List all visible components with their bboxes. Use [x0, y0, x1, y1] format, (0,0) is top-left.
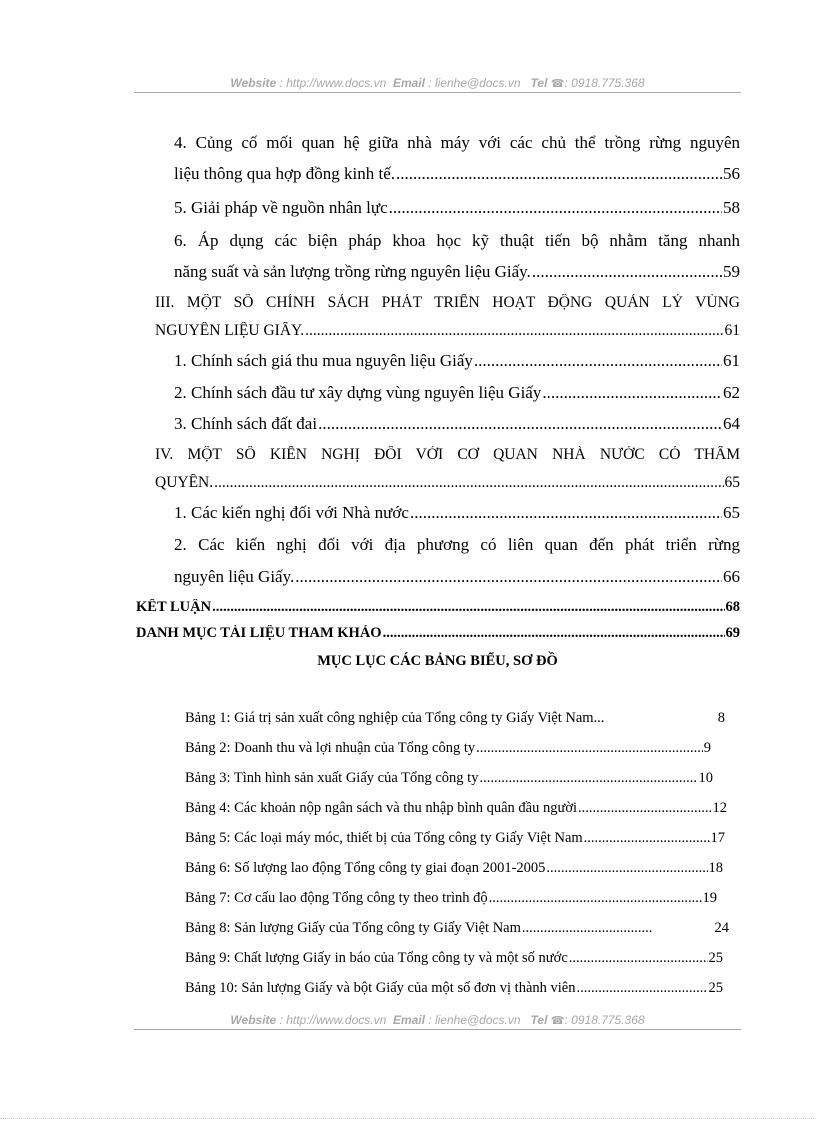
- toc-item-5-page: 58: [723, 198, 740, 217]
- leader-dots: [532, 262, 722, 282]
- leader-dots: [214, 474, 723, 492]
- toc-section-4-line1: IV. MỘT SỐ KIẾN NGHỊ ĐỐI VỚI CƠ QUAN NHÀ NƯỚC CÓ THẨM: [155, 446, 740, 463]
- table-entry-1-text: Bảng 1: Giá trị sản xuất công nghiệp của Tổng công ty Giấy Việt Nam...: [185, 710, 605, 726]
- toc-section-3-item-2-text: 2. Chính sách đầu tư xây dựng vùng nguyên liệu Giấy: [174, 383, 542, 402]
- leader-dots: [522, 920, 652, 937]
- toc-section-4-item-2-line1: 2. Các kiến nghị đối với địa phương có liên quan đến phát triển rừng: [174, 535, 740, 554]
- leader-dots: [476, 740, 703, 757]
- table-entry-2[interactable]: [185, 740, 711, 757]
- table-entry-2-text: Bảng 2: Doanh thu và lợi nhuận của Tổng công ty: [185, 740, 476, 756]
- toc-item-6-line1: 6. Áp dụng các biện pháp khoa học kỹ thuật tiến bộ nhằm tăng nhanh: [174, 231, 740, 250]
- table-entry-8[interactable]: [185, 920, 729, 937]
- footer-website-label: Website: [230, 1013, 277, 1027]
- toc-section-4-item-2-line2[interactable]: [174, 567, 740, 587]
- table-entry-10-page: 25: [708, 980, 723, 996]
- header-website-label: Website: [230, 76, 277, 90]
- toc-item-5-text: 5. Giải pháp về nguồn nhân lực: [174, 198, 388, 217]
- header-tel-label: Tel: [530, 76, 548, 90]
- page-header: [134, 76, 741, 93]
- table-entry-8-page: 24: [714, 920, 729, 936]
- leader-dots: [569, 950, 708, 967]
- toc-section-4-page: 65: [724, 474, 740, 491]
- phone-icon: ☎: [550, 78, 565, 90]
- table-entry-4[interactable]: [185, 800, 727, 817]
- footer-tel-label: Tel: [530, 1013, 548, 1027]
- table-entry-7[interactable]: [185, 890, 717, 907]
- toc-item-4-page: 56: [723, 164, 740, 183]
- header-tel-value: : 0918.775.368: [564, 76, 645, 90]
- toc-section-4-line2[interactable]: [155, 474, 740, 492]
- table-entry-1[interactable]: [185, 710, 725, 727]
- toc-section-3-text: NGUYÊN LIỆU GIẤY.: [155, 322, 305, 339]
- footer-email-label: Email: [392, 1013, 425, 1027]
- toc-conclusion-text: KẾT LUẬN: [136, 599, 212, 615]
- table-entry-2-page: 9: [703, 740, 711, 756]
- leader-dots: [546, 860, 707, 877]
- leader-dots: [318, 414, 722, 434]
- footer-email-link[interactable]: : lienhe@docs.vn: [428, 1013, 521, 1027]
- table-entry-7-page: 19: [702, 890, 717, 906]
- leader-dots: [396, 164, 722, 184]
- toc-item-4-line2[interactable]: [174, 164, 740, 184]
- phone-icon: ☎: [550, 1015, 565, 1027]
- header-email-label: Email: [392, 76, 425, 90]
- leader-dots: [576, 980, 707, 997]
- table-entry-3[interactable]: [185, 770, 713, 787]
- toc-references-page: 69: [725, 625, 740, 641]
- table-entry-4-page: 12: [712, 800, 727, 816]
- table-entry-1-page: 8: [717, 710, 725, 726]
- toc-section-3-item-3-text: 3. Chính sách đất đai: [174, 414, 318, 433]
- toc-section-3-page: 61: [724, 322, 740, 339]
- leader-dots: [389, 198, 722, 218]
- toc-section-4-item-1[interactable]: [174, 503, 740, 523]
- footer-tel-value: : 0918.775.368: [564, 1013, 645, 1027]
- leader-dots: [305, 322, 723, 340]
- toc-section-3-item-2-page: 62: [723, 383, 740, 402]
- leader-dots: [212, 599, 724, 616]
- toc-conclusion[interactable]: [136, 599, 740, 616]
- toc-section-3-item-3[interactable]: [174, 414, 740, 434]
- table-entry-10-text: Bảng 10: Sản lượng Giấy và bột Giấy của một số đơn vị thành viên: [185, 980, 576, 996]
- page-bottom-divider: [0, 1118, 816, 1119]
- table-entry-6-page: 18: [708, 860, 723, 876]
- toc-section-4-item-2-page: 66: [723, 567, 740, 586]
- table-entry-5-text: Bảng 5: Các loại máy móc, thiết bị của Tổng công ty Giấy Việt Nam: [185, 830, 583, 846]
- table-entry-9-page: 25: [708, 950, 723, 966]
- toc-item-4-text: liệu thông qua hợp đồng kinh tế.: [174, 164, 395, 183]
- leader-dots: [584, 830, 710, 847]
- toc-section-3-item-1-page: 61: [723, 351, 740, 370]
- leader-dots: [489, 890, 702, 907]
- table-entry-6-text: Bảng 6: Số lượng lao động Tổng công ty giai đoạn 2001-2005: [185, 860, 546, 876]
- table-entry-7-text: Bảng 7: Cơ cấu lao động Tổng công ty theo trình độ: [185, 890, 488, 906]
- toc-references-text: DANH MỤC TÀI LIỆU THAM KHẢO: [136, 625, 382, 641]
- table-entry-10[interactable]: [185, 980, 723, 997]
- table-entry-6[interactable]: [185, 860, 723, 877]
- leader-dots: [410, 503, 722, 523]
- toc-section-3-line2[interactable]: [155, 322, 740, 340]
- leader-dots: [383, 625, 725, 642]
- toc-item-5[interactable]: [174, 198, 740, 218]
- toc-item-6-page: 59: [723, 262, 740, 281]
- table-entry-8-text: Bảng 8: Sản lượng Giấy của Tổng công ty Giấy Việt Nam: [185, 920, 521, 936]
- leader-dots: [578, 800, 711, 817]
- footer-website-link[interactable]: : http://www.docs.vn: [279, 1013, 387, 1027]
- toc-section-3-item-2[interactable]: [174, 383, 740, 403]
- header-email-link[interactable]: : lienhe@docs.vn: [428, 76, 521, 90]
- toc-item-6-line2[interactable]: [174, 262, 740, 282]
- leader-dots: [474, 351, 722, 371]
- toc-section-3-line1: III. MỘT SỐ CHÍNH SÁCH PHÁT TRIỂN HOẠT ĐỘNG QUẢN LÝ VÙNG: [155, 294, 740, 311]
- toc-section-3-item-1[interactable]: [174, 351, 740, 371]
- toc-section-4-text: QUYỀN.: [155, 474, 214, 491]
- table-entry-5[interactable]: [185, 830, 725, 847]
- table-entry-4-text: Bảng 4: Các khoản nộp ngân sách và thu nhập bình quân đầu người: [185, 800, 578, 816]
- leader-dots: [479, 770, 697, 787]
- tables-list-title: MỤC LỤC CÁC BẢNG BIỂU, SƠ ĐỒ: [317, 653, 558, 669]
- toc-section-3-item-3-page: 64: [723, 414, 740, 433]
- leader-dots: [542, 383, 722, 403]
- toc-section-4-item-1-text: 1. Các kiến nghị đối với Nhà nước: [174, 503, 409, 522]
- toc-section-4-item-1-page: 65: [723, 503, 740, 522]
- toc-section-4-item-2-text: nguyên liệu Giấy.: [174, 567, 295, 586]
- toc-references[interactable]: [136, 625, 740, 642]
- page-footer: [134, 1013, 741, 1030]
- toc-item-4-line1: 4. Củng cố mối quan hệ giữa nhà máy với các chủ thể trồng rừng nguyên: [174, 133, 740, 152]
- toc-item-6-text: năng suất và sản lượng trồng rừng nguyên liệu Giấy.: [174, 262, 531, 281]
- table-entry-9-text: Bảng 9: Chất lượng Giấy in báo của Tổng công ty và một số nước: [185, 950, 568, 966]
- table-entry-9[interactable]: [185, 950, 723, 967]
- toc-conclusion-page: 68: [725, 599, 740, 615]
- leader-dots: [295, 567, 722, 587]
- toc-section-3-item-1-text: 1. Chính sách giá thu mua nguyên liệu Giấy: [174, 351, 473, 370]
- table-entry-3-text: Bảng 3: Tình hình sản xuất Giấy của Tổng công ty: [185, 770, 479, 786]
- table-entry-5-page: 17: [710, 830, 725, 846]
- header-website-link[interactable]: : http://www.docs.vn: [279, 76, 387, 90]
- table-entry-3-page: 10: [698, 770, 713, 786]
